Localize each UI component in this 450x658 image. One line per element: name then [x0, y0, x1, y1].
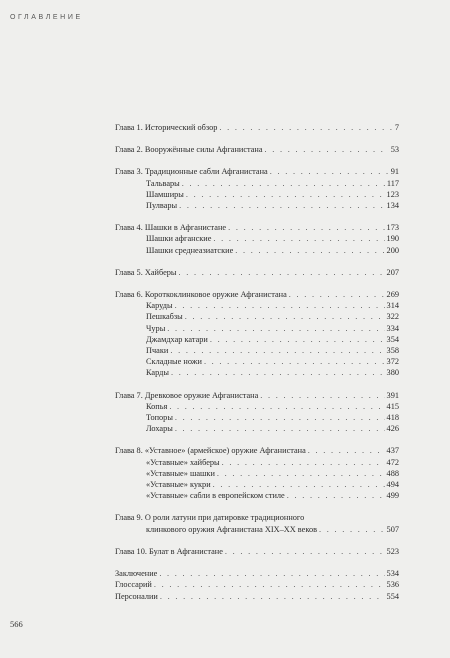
dot-leader	[219, 122, 392, 133]
toc-entry-title: «Уставные» сабли в европейском стиле	[146, 491, 285, 501]
toc-entry-title-line2: клинкового оружия Афганистана XIX–XX веков	[146, 524, 318, 534]
dot-leader	[179, 267, 385, 278]
dot-leader	[160, 591, 385, 602]
dot-leader	[287, 490, 385, 501]
toc-group	[115, 390, 399, 435]
toc-subentry[interactable]	[115, 334, 399, 345]
toc-entry-page: 207	[386, 267, 399, 277]
toc-subentry[interactable]	[115, 479, 399, 490]
toc-entry[interactable]	[115, 445, 399, 456]
toc-entry-page: 372	[386, 357, 399, 367]
dot-leader	[182, 178, 385, 189]
toc-group	[115, 122, 399, 133]
dot-leader	[308, 445, 385, 456]
toc-entry-page: 554	[386, 591, 399, 601]
toc-subentry[interactable]	[115, 457, 399, 468]
toc-group	[115, 267, 399, 278]
toc-entry-title: Глава 2. Вооружённые силы Афганистана	[115, 145, 263, 155]
toc-entry-page: 358	[386, 346, 399, 356]
toc-entry-title: Шашки афганские	[146, 234, 212, 244]
toc-entry-title: Глава 7. Древковое оружие Афганистана	[115, 390, 259, 400]
toc-entry-page: 488	[386, 468, 399, 478]
toc-entry-title: «Уставные» кукри	[146, 480, 211, 490]
dot-leader	[213, 479, 385, 490]
toc-entry-title: Глава 1. Исторический обзор	[115, 123, 218, 132]
dot-leader	[171, 367, 385, 378]
toc-entry-title: «Уставные» хайберы	[146, 457, 220, 467]
dot-leader	[179, 200, 384, 211]
toc-entry-page: 354	[386, 334, 399, 344]
dot-leader	[204, 356, 385, 367]
toc-entry-title: Тальвары	[146, 178, 180, 188]
toc-entry[interactable]	[115, 144, 399, 155]
dot-leader	[175, 423, 385, 434]
toc-entry-page: 314	[386, 301, 399, 311]
toc-entry-page: 437	[386, 446, 399, 456]
toc-entry-page: 380	[386, 368, 399, 378]
page-number: 566	[10, 619, 23, 629]
toc-group	[115, 222, 399, 256]
toc-entry-title: Шамширы	[146, 189, 184, 199]
dot-leader	[169, 401, 384, 412]
dot-leader	[225, 546, 385, 557]
toc-entry-title	[115, 512, 317, 534]
toc-group	[115, 546, 399, 557]
toc-subentry[interactable]	[115, 367, 399, 378]
toc-entry-title: Персоналии	[115, 591, 158, 601]
toc-subentry[interactable]	[115, 311, 399, 322]
toc-entry-page: 391	[386, 390, 399, 400]
toc-entry-page: 7	[394, 123, 399, 132]
toc-entry[interactable]	[115, 579, 399, 590]
dot-leader	[167, 323, 384, 334]
toc-entry[interactable]	[115, 267, 399, 278]
toc-group	[115, 568, 399, 602]
dot-leader	[210, 334, 385, 345]
toc-subentry[interactable]	[115, 245, 399, 256]
toc-entry-title: Глава 4. Шашки в Афганистане	[115, 223, 227, 233]
toc-subentry[interactable]	[115, 490, 399, 501]
toc-entry[interactable]	[115, 166, 399, 177]
toc-entry-title: Складные ножи	[146, 357, 202, 367]
dot-leader	[319, 524, 385, 535]
dot-leader	[170, 345, 384, 356]
toc-group	[115, 289, 399, 379]
toc-entry[interactable]	[115, 122, 399, 133]
toc-entry-page: 123	[386, 189, 399, 199]
toc-entry-title: Пулвары	[146, 201, 178, 211]
toc-entry-page: 53	[390, 145, 399, 155]
toc-entry-title: Карды	[146, 368, 169, 378]
toc-entry-page: 200	[386, 245, 399, 255]
toc-subentry[interactable]	[115, 412, 399, 423]
running-head: ОГЛАВЛЕНИЕ	[10, 14, 83, 21]
dot-leader	[217, 468, 385, 479]
dot-leader	[185, 311, 385, 322]
toc-entry-title: Глоссарий	[115, 580, 152, 590]
dot-leader	[228, 222, 384, 233]
toc-entry-page: 322	[386, 312, 399, 322]
dot-leader	[289, 289, 385, 300]
dot-leader	[159, 568, 384, 579]
toc-entry-page: 117	[386, 178, 399, 188]
toc-subentry[interactable]	[115, 401, 399, 412]
toc-entry-title: Джамдхар катари	[146, 334, 208, 344]
toc-entry-page: 91	[390, 167, 399, 177]
toc-group	[115, 512, 399, 534]
toc-subentry[interactable]	[115, 200, 399, 211]
toc-entry-title: Копья	[146, 401, 168, 411]
toc-entry-page: 536	[386, 580, 399, 590]
toc-subentry[interactable]	[115, 189, 399, 200]
toc-entry[interactable]	[115, 591, 399, 602]
toc-entry-page: 507	[386, 524, 399, 534]
dot-leader	[175, 412, 385, 423]
toc-subentry[interactable]	[115, 178, 399, 189]
toc-entry-title: Шашки среднеазиатские	[146, 245, 234, 255]
table-of-contents	[115, 122, 399, 613]
toc-entry-title: Пчаки	[146, 346, 169, 356]
toc-entry[interactable]	[115, 546, 399, 557]
dot-leader	[235, 245, 384, 256]
toc-entry-page: 534	[386, 569, 399, 579]
toc-subentry[interactable]	[115, 233, 399, 244]
toc-subentry[interactable]	[115, 323, 399, 334]
toc-group	[115, 144, 399, 155]
toc-entry-page: 499	[386, 491, 399, 501]
dot-leader	[213, 233, 384, 244]
dot-leader	[175, 300, 385, 311]
dot-leader	[154, 579, 385, 590]
toc-entry-page: 173	[386, 223, 399, 233]
toc-entry-title: Лохары	[146, 424, 173, 434]
toc-entry-page: 415	[386, 401, 399, 411]
toc-entry[interactable]	[115, 390, 399, 401]
toc-entry[interactable]	[115, 512, 399, 534]
toc-entry-page: 472	[386, 457, 399, 467]
toc-entry-page: 426	[386, 424, 399, 434]
toc-entry[interactable]	[115, 568, 399, 579]
toc-entry-page: 418	[386, 413, 399, 423]
toc-entry[interactable]	[115, 222, 399, 233]
toc-entry-title: Каруды	[146, 301, 173, 311]
dot-leader	[222, 457, 385, 468]
toc-subentry[interactable]	[115, 300, 399, 311]
toc-entry-title: Топоры	[146, 413, 173, 423]
toc-entry-page: 523	[386, 546, 399, 556]
toc-entry-title: Глава 5. Хайберы	[115, 267, 177, 277]
toc-entry-page: 494	[386, 480, 399, 490]
toc-subentry[interactable]	[115, 356, 399, 367]
dot-leader	[270, 166, 389, 177]
toc-entry-title: Глава 10. Булат в Афганистане	[115, 546, 223, 556]
toc-entry-title: Глава 3. Традиционные сабли Афганистана	[115, 167, 268, 177]
toc-entry-page: 134	[386, 201, 399, 211]
toc-entry-title: Пешкабзы	[146, 312, 183, 322]
toc-entry-title: «Уставные» шашки	[146, 468, 215, 478]
toc-entry-title: Чуры	[146, 323, 166, 333]
toc-entry-page: 269	[386, 290, 399, 300]
toc-entry[interactable]	[115, 289, 399, 300]
toc-subentry[interactable]	[115, 423, 399, 434]
toc-entry-page: 190	[386, 234, 399, 244]
dot-leader	[265, 144, 389, 155]
toc-entry-title: Глава 6. Короткоклинковое оружие Афганистана	[115, 290, 287, 300]
toc-entry-page: 334	[386, 323, 399, 333]
toc-subentry[interactable]	[115, 345, 399, 356]
toc-entry-title: Глава 8. «Уставное» (армейское) оружие Афганистана	[115, 446, 306, 456]
dot-leader	[260, 390, 384, 401]
toc-group	[115, 445, 399, 501]
toc-entry-title: Заключение	[115, 569, 158, 579]
toc-group	[115, 166, 399, 211]
dot-leader	[186, 189, 385, 200]
toc-subentry[interactable]	[115, 468, 399, 479]
toc-entry-title-line1: Глава 9. О роли латуни при датировке традиционного	[115, 513, 305, 523]
